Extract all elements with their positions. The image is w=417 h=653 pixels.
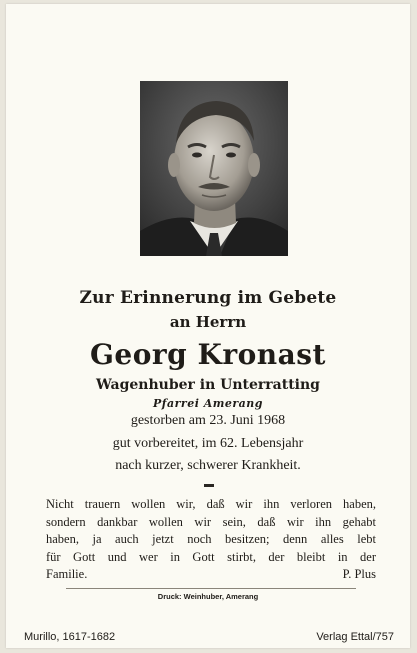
poem-line: sondern dankbar wollen wir sein, daß wir ihn gehabt [46,514,376,529]
portrait-photo [140,81,288,256]
heading-mister: an Herrn [169,313,247,331]
memorial-poem [46,496,376,584]
parish: Pfarrei Amerang [152,397,263,410]
poem-line: für Gott und wer in Gott stirbt, der bleibt in der [46,549,376,564]
deceased-name: Georg Kronast [90,338,326,371]
illness-line: nach kurzer, schwerer Krankheit. [115,458,301,473]
heading-remembrance: Zur Erinnerung im Gebete [79,288,337,308]
poem-line: haben, ja auch jetzt noch besitzen; denn alles lebt [46,532,376,547]
image-credit: Murillo, 1617-1682 [24,631,116,643]
age-line: gut vorbereitet, im 62. Lebensjahr [112,436,304,451]
poem-author: P. Plus [342,567,376,582]
death-date: gestorben am 23. Juni 1968 [130,413,286,428]
divider-line [66,588,356,589]
printer-credit: Druck: Weinhuber, Amerang [157,592,259,601]
divider-mark [204,484,214,487]
poem-line-last [46,566,376,584]
publisher-credit: Verlag Ettal/757 [316,631,394,643]
memorial-card [6,4,410,648]
poem-line: Nicht trauern wollen wir, daß wir ihn verloren haben, [46,497,376,511]
occupation: Wagenhuber in Unterratting [96,377,320,393]
portrait-image [140,81,288,256]
poem-line: Familie. [46,567,88,582]
